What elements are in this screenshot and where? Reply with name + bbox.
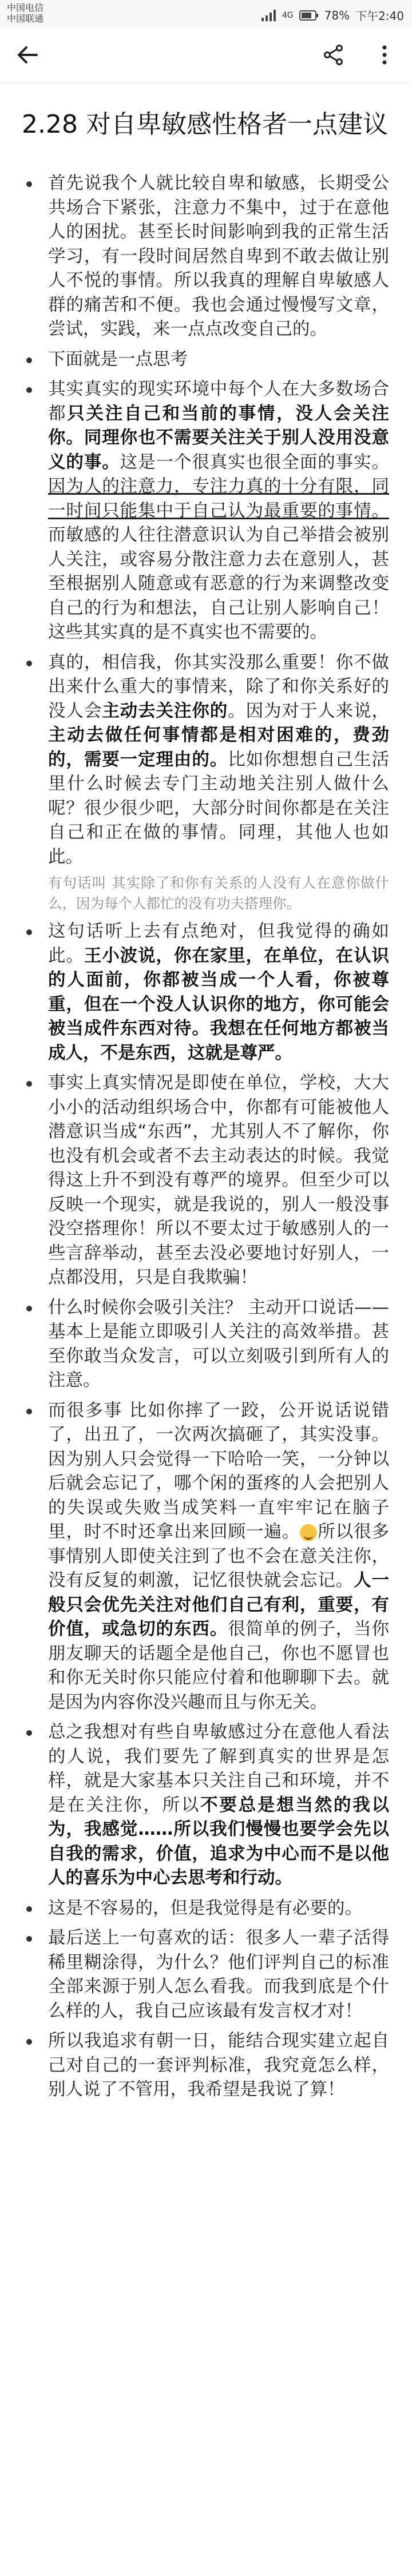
paragraph-text: 。因为对于人来说， xyxy=(228,701,390,721)
carrier-1: 中国电信 xyxy=(7,2,44,13)
article-title: 2.28 对自卑敏感性格者一点建议 xyxy=(22,110,388,139)
list-item xyxy=(23,172,389,342)
paragraph-text: 下面就是一点思考 xyxy=(48,349,188,369)
battery-icon xyxy=(299,10,319,21)
paragraph-text: 什么时候你会吸引关注？ 主动开口说话——基本上是能立即吸引人关注的高效举措。甚至你敢当众发言，可以立刻吸引到所有人的注意。 xyxy=(48,1297,389,1390)
paragraph-text: 而很多事 比如你摔了一跤，公开说话说错了，出丑了，一次两次搞砸了，其实没事。因为别人只会觉得一下哈哈一笑，一分钟以后就会忘记了，哪个闲的蛋疼的人会把别人的失误或失败当成笑料一直牢牢记在脑子里，时不时还拿出来回顾一遍。 xyxy=(48,1400,389,1542)
share-icon[interactable] xyxy=(322,43,344,66)
paragraph-text: 所以很多事情别人即使关注到了也不会在意关注你，没有反复的刺激，记忆很快就会忘记。 xyxy=(48,1522,390,1591)
more-vertical-icon[interactable] xyxy=(374,45,395,65)
bold-text: 只关注自己和当前的事情，没人会关注你。同理你也不需要关注关于别人没用没意义的事。 xyxy=(48,403,389,472)
bold-text: 主动去做任何事情都是相对困难的，费劲的，需要一定理由的。 xyxy=(48,725,389,770)
bold-text: 王小波说，你在家里，在单位，在认识的人面前，你都被当成一个人看，你被尊重，但在一个没人认识你的地方，你可能会被当成件东西对待。我想在任何地方都被当成人，不是东西，这就是尊严。 xyxy=(48,945,390,1063)
arrow-left-icon[interactable] xyxy=(15,42,40,67)
list-item xyxy=(23,348,389,372)
paragraph-text: 而敏感的人往往潜意识认为自己举措会被别人关注，或容易分散注意力去在意别人，甚至根据别人随意或有恶意的行为来调整改变自己的行为和想法，自己让别人影响自己！这些其实真的是不真实也不需要的。 xyxy=(48,525,389,642)
paragraph-text: 这是不容易的，但是我觉得是有必要的。 xyxy=(48,1898,362,1918)
carrier-2: 中国联通 xyxy=(7,13,44,24)
signal-icon xyxy=(262,10,276,21)
grinning-emoji-icon xyxy=(300,1524,317,1541)
paragraph-text: 首先说我个人就比较自卑和敏感，长期受公共场合下紧张，注意力不集中，过于在意他人的困扰。甚至长时间影响到我的正常生活学习，有一段时间居然自卑到不敢去做让别人不悦的事情。所以我真的理解自卑敏感人群的痛苦和不便。我也会通过慢慢写文章，尝试，实践，来一点点改变自己的。 xyxy=(48,173,389,339)
paragraph-text: 所以我追求有朝一日，能结合现实建立起自己对自己的一套评判标准，我究竟怎么样，别人说了不管用，我希望是我说了算！ xyxy=(48,2031,389,2100)
paragraph-text: 总之我想对有些自卑敏感过分在意他人看法的人说，我们要先了解到真实的世界是怎样，就是大家基本只关注自己和环境，并不是在关注你，所以 xyxy=(48,1722,389,1815)
quote-note: 有句话叫 其实除了和你有关系的人没有人在意你做什么，因为每个人都忙的没有功夫搭理你。 xyxy=(48,874,389,912)
article-body xyxy=(0,172,412,2108)
paragraph-text: 这是一个很真实也很全面的事实。 xyxy=(120,452,390,472)
status-indicators xyxy=(262,7,404,23)
bold-text: 不要总是想当然的我以为，我感觉……所以我们慢慢也要学会先以自我的需求，价值，追求为中心而不是以他人的喜乐为中心去思考和行动。 xyxy=(48,1795,390,1888)
bold-text: 人一般只会优先关注对他们自己有利，重要，有价值，或急切的东西。 xyxy=(48,1571,390,1639)
underlined-text: 因为人的注意力，专注力真的十分有限，同一时间只能集中于自己认为最重要的事情。 xyxy=(48,476,389,521)
carrier-info xyxy=(7,2,43,24)
bullet-list xyxy=(23,172,389,2102)
list-item xyxy=(23,920,389,1066)
bold-text: 主动去关注你的 xyxy=(102,701,228,721)
list-item xyxy=(23,1926,389,2024)
paragraph-text: 很简单的例子，当你朋友聊天的话题全是他自己，你也不愿冒也和你无关时你只能应付着和他聊聊下去。就是因为内容你没兴趣而且与你无关。 xyxy=(48,1619,390,1712)
paragraph-text: 最后送上一句喜欢的话：很多人一辈子活得稀里糊涂得，为什么？他们评判自己的标准全部来源于别人怎么看我。而我到底是个什么样的人，我自己应该最有发言权才对！ xyxy=(48,1928,389,2021)
network-type: 4G xyxy=(282,10,294,20)
status-bar xyxy=(0,0,412,27)
list-item xyxy=(23,651,389,915)
paragraph-text: 比如你想想自己生活里什么时候去专门主动地关注别人做什么呢？很少很少吧，大部分时间你都是在关注自己和正在做的事情。同理，其他人也如此。 xyxy=(48,749,390,867)
list-item xyxy=(23,1720,389,1891)
list-item xyxy=(23,1399,389,1715)
paragraph-text: 事实上真实情况是即使在单位，学校，大大小小的活动组织场合中，你都有可能被他人潜意识当成“东西”，尤其别人不了解你，你也没有机会或者不去主动表达的时候。我觉得这上升不到没有尊严的境界。但至少可以反映一个现实，就是我说的，别人一般没事没空搭理你！所以不要太过于敏感别人的一些言辞举动，甚至去没必要地讨好别人，一点都没用，只是自我欺骗！ xyxy=(48,1073,389,1287)
list-item xyxy=(23,1071,389,1290)
clock: 下午2:40 xyxy=(355,9,404,23)
list-item xyxy=(23,377,389,645)
paragraph-text: 其实真实的现实环境中每个人在大多数场合都 xyxy=(48,379,389,424)
top-nav-bar xyxy=(0,27,412,83)
list-item xyxy=(23,1897,389,1921)
list-item xyxy=(23,1296,389,1393)
battery-level: 78% xyxy=(324,8,350,22)
paragraph-text: 这句话听上去有点绝对，但我觉得的确如此。 xyxy=(48,921,389,966)
paragraph-text: 真的，相信我，你其实没那么重要！你不做出来什么重大的事情来，除了和你关系好的没人会 xyxy=(48,652,389,721)
list-item xyxy=(23,2029,389,2102)
